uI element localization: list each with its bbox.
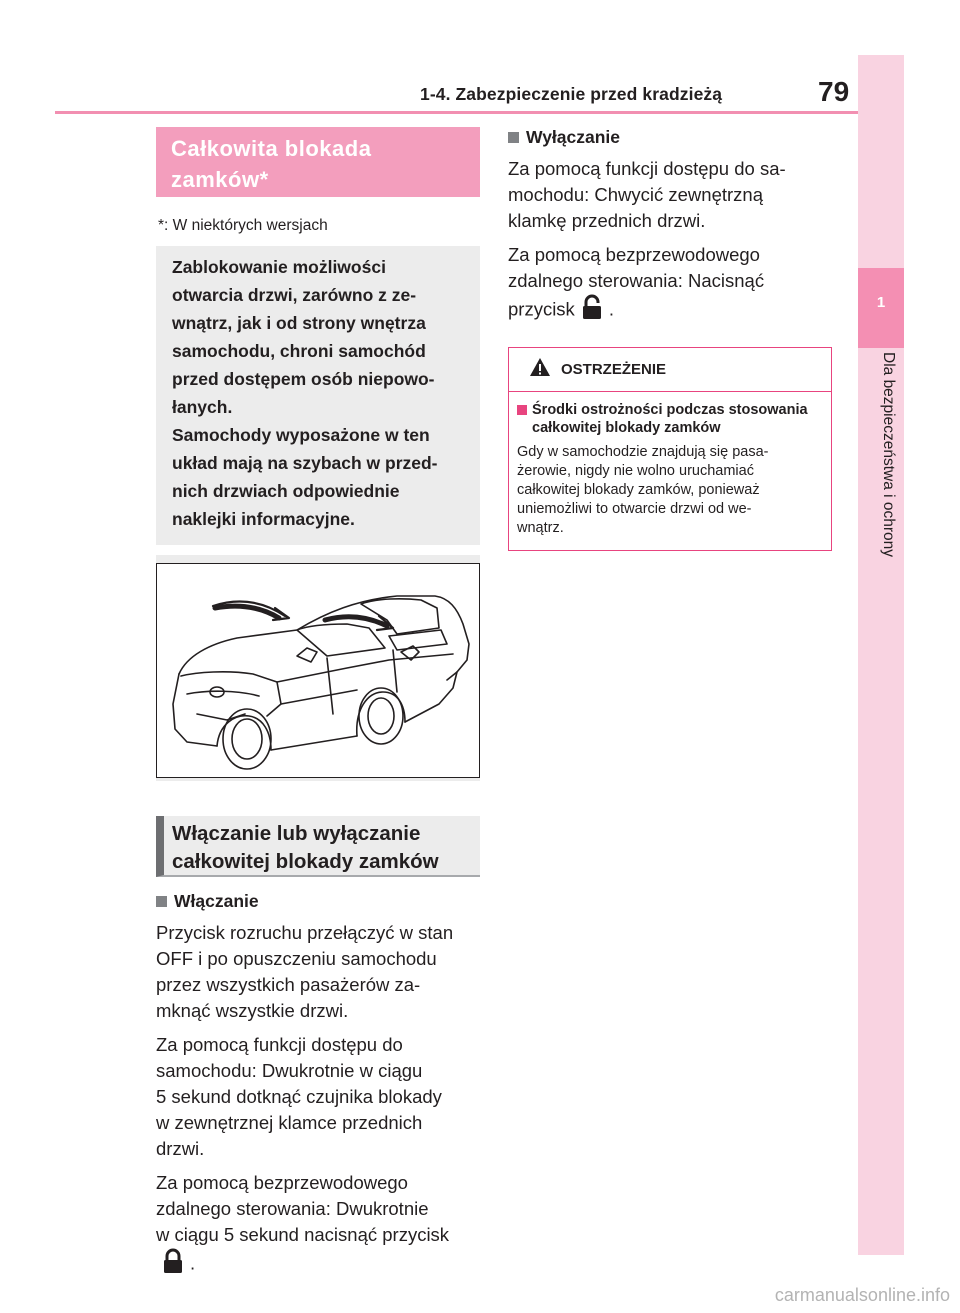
watermark: carmanualsonline.info [774,1285,950,1305]
enable-paragraph-3 [156,1170,480,1281]
disable-paragraph-2-end: . [608,298,614,320]
square-bullet-icon [508,132,519,143]
enable-paragraph-2: Za pomocą funkcji dostępu do samochodu: Dwukrotnie w ciągu 5 sekund dotknąć czujnika blokady w zewnętrznej klamce przednich drzwi. [156,1034,442,1159]
subheading-disable [508,127,832,148]
disable-paragraph-2-tail: przycisk [508,298,575,320]
disable-paragraph-1: Za pomocą funkcji dostępu do sa- mochodu: Chwycić zewnętrzną klamkę przednich drzwi. [508,158,786,231]
pink-square-bullet-icon [517,405,527,415]
warning-box [508,347,832,551]
header-divider [55,111,903,114]
car-drawing [157,564,478,776]
intro-box [156,246,480,545]
subheading-enable-label: Włączanie [174,891,259,911]
warning-title: OSTRZEŻENIE [561,361,667,378]
warning-subheading-text: Środki ostrożności podczas stosowania całkowitej blokady zamków [532,402,808,436]
chapter-title-vertical: Dla bezpieczeństwa i ochrony [880,352,897,558]
enable-paragraph-3-text: Za pomocą bezprzewodowego zdalnego sterowania: Dwukrotnie w ciągu 5 sekund nacisnąć przycisk [156,1172,450,1245]
section-heading-total-lock: Całkowita blokada zamków* [156,127,480,197]
unlock-icon [581,294,603,327]
section-heading-enable-disable: Włączanie lub wyłączanie całkowitej blokady zamków [156,816,480,877]
chapter-number-tab: 1 [858,268,904,348]
right-column [508,127,832,551]
car-illustration-icon [156,563,480,778]
page-number: 79 [818,76,850,107]
warning-body [509,392,831,550]
warning-subheading [517,401,823,437]
enable-paragraph-1: Przycisk rozruchu przełączyć w stan OFF i po opuszczeniu samochodu przez wszystkich pasażerów za- mknąć wszystkie drzwi. [156,922,454,1021]
chapter-side-tab [858,55,904,1255]
warning-triangle-icon [529,357,551,382]
lock-icon [162,1248,184,1281]
footnote: *: W niektórych wersjach [158,217,328,234]
disable-paragraph-2-text: Za pomocą bezprzewodowego zdalnego sterowania: Nacisnąć [508,244,765,291]
subheading-enable [156,891,480,912]
warning-header [509,348,831,392]
subheading-disable-label: Wyłączanie [526,127,621,147]
figure-container [156,555,480,781]
disable-paragraph-2 [508,242,832,327]
enable-paragraph-3-end: . [190,1252,196,1274]
warning-text: Gdy w samochodzie znajdują się pasa- żerowie, nigdy nie wolno uruchamiać całkowitej blokady zamków, ponieważ uniemożliwi to otwarcie drzwi od we- wnątrz. [517,444,769,536]
left-column [156,127,480,1281]
running-header-section-title: 1-4. Zabezpieczenie przed kradzieżą [420,84,723,104]
square-bullet-icon [156,896,167,907]
intro-text: Zablokowanie możliwości otwarcia drzwi, zarówno z ze- wnątrz, jak i od strony wnętrza samochodu, chroni samochód przed dostępem osób niepowo- łanych. Samochody wyposażone w ten układ mają na szybach w przed- nich drzwiach odpowiednie naklejki informacyjne. [172,257,438,529]
